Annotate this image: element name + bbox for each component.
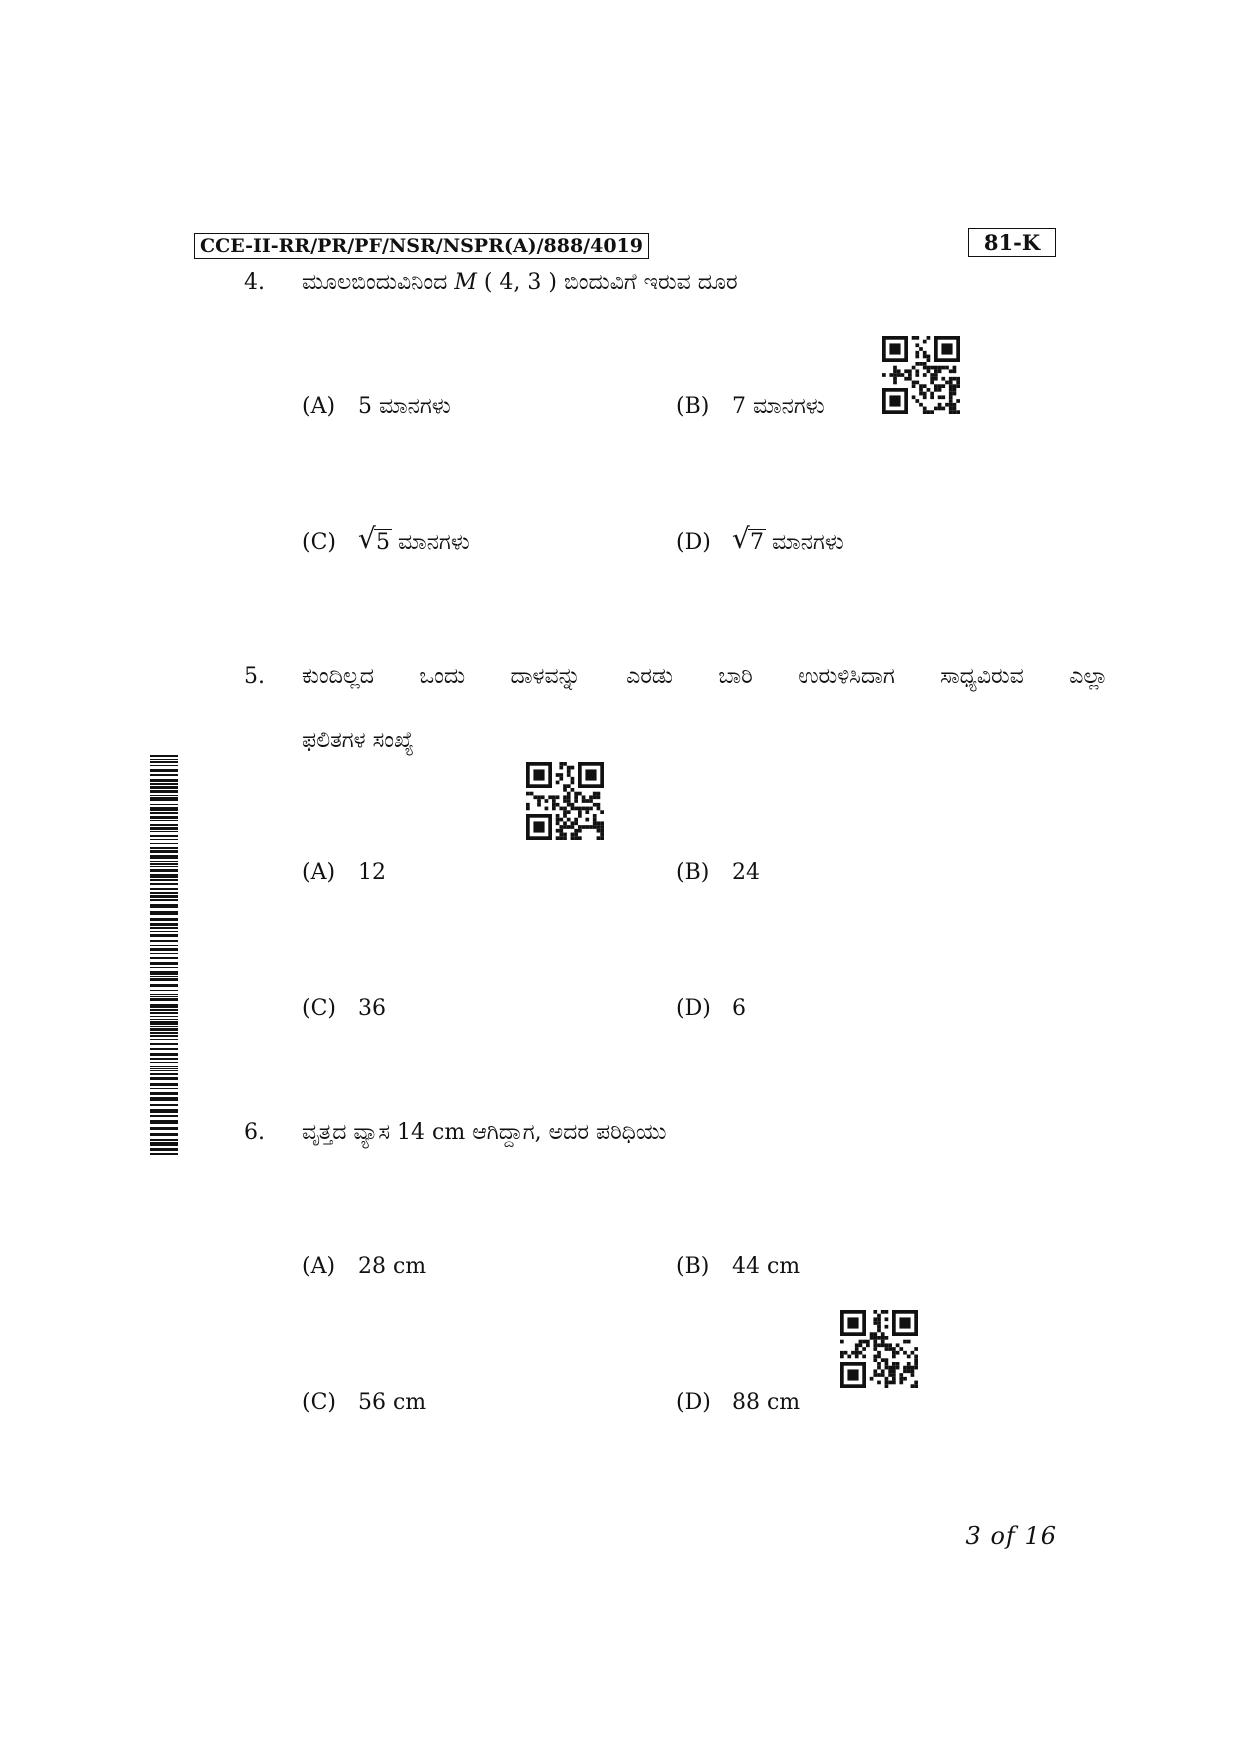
barcode-icon bbox=[150, 755, 178, 1155]
question-4-option-d bbox=[676, 522, 844, 558]
question-6-option-d bbox=[676, 1388, 800, 1418]
option-label: (A) bbox=[302, 394, 336, 419]
option-value: 24 bbox=[732, 860, 760, 885]
qr-code-icon bbox=[882, 336, 960, 414]
question-4-option-c bbox=[302, 522, 470, 558]
question-4-number: 4. bbox=[244, 270, 265, 295]
option-value: 88 cm bbox=[732, 1390, 801, 1415]
option-value: 56 cm bbox=[358, 1390, 427, 1415]
question-4-text-before: ಮೂಲಬಿಂದುವಿನಿಂದ bbox=[302, 270, 455, 295]
option-label: (B) bbox=[676, 860, 710, 885]
option-value: 28 cm bbox=[358, 1254, 427, 1279]
option-label: (B) bbox=[676, 394, 710, 419]
option-value: ಮಾನಗಳು bbox=[772, 530, 844, 555]
option-value: 5 ಮಾನಗಳು bbox=[358, 394, 451, 419]
word: ಒಂದು bbox=[419, 664, 466, 689]
option-value: 12 bbox=[358, 860, 386, 885]
option-value: 44 cm bbox=[732, 1254, 801, 1279]
radicand: 5 bbox=[376, 530, 390, 555]
question-5-option-c bbox=[302, 994, 386, 1024]
option-value: 7 ಮಾನಗಳು bbox=[732, 394, 825, 419]
square-root: √ 7 bbox=[732, 522, 764, 555]
option-label: (D) bbox=[676, 996, 711, 1021]
word: ಎಲ್ಲಾ bbox=[1069, 664, 1108, 689]
exam-code: CCE-II-RR/PR/PF/NSR/NSPR(A)/888/4019 bbox=[194, 233, 649, 259]
paper-code: 81-K bbox=[968, 228, 1056, 257]
option-label: (D) bbox=[676, 530, 711, 555]
option-label: (A) bbox=[302, 1254, 336, 1279]
word: ಕುಂದಿಲ್ಲದ bbox=[302, 664, 374, 689]
question-6-number: 6. bbox=[244, 1120, 265, 1145]
question-4-text bbox=[302, 268, 738, 298]
of-label: of bbox=[990, 1522, 1016, 1550]
question-4-text-after: ( 4, 3 ) ಬಿಂದುವಿಗೆ ಇರುವ ದೂರ bbox=[476, 270, 738, 295]
question-6-text: ವೃತ್ತದ ವ್ಯಾಸ 14 cm ಆಗಿದ್ದಾಗ, ಅದರ ಪರಿಧಿಯು bbox=[302, 1120, 667, 1145]
option-value: ಮಾನಗಳು bbox=[398, 530, 470, 555]
question-5-text-line2: ಫಲಿತಗಳ ಸಂಖ್ಯೆ bbox=[302, 728, 414, 753]
current-page: 3 bbox=[965, 1522, 982, 1550]
option-label: (C) bbox=[302, 530, 336, 555]
question-4-point-var: M bbox=[454, 270, 477, 295]
option-label: (D) bbox=[676, 1390, 711, 1415]
total-pages: 16 bbox=[1024, 1522, 1057, 1550]
word: ಉರುಳಿಸಿದಾಗ bbox=[798, 664, 895, 689]
question-6-option-b bbox=[676, 1252, 800, 1282]
option-value: 6 bbox=[732, 996, 746, 1021]
radicand: 7 bbox=[750, 530, 764, 555]
word: ದಾಳವನ್ನು bbox=[510, 664, 581, 689]
word: ಸಾಧ್ಯವಿರುವ bbox=[940, 664, 1024, 689]
question-4-option-a bbox=[302, 392, 451, 422]
word: ಎರಡು bbox=[626, 664, 673, 689]
question-6-option-a bbox=[302, 1252, 426, 1282]
question-5-option-b bbox=[676, 858, 760, 888]
question-6-option-c bbox=[302, 1388, 426, 1418]
qr-code-icon bbox=[840, 1310, 918, 1388]
question-5-number: 5. bbox=[244, 664, 265, 689]
question-4-option-b bbox=[676, 392, 825, 422]
question-5-option-d bbox=[676, 994, 746, 1024]
option-label: (C) bbox=[302, 1390, 336, 1415]
square-root: √ 5 bbox=[358, 522, 390, 555]
option-label: (C) bbox=[302, 996, 336, 1021]
word: ಬಾರಿ bbox=[718, 664, 753, 689]
option-label: (A) bbox=[302, 860, 336, 885]
option-label: (B) bbox=[676, 1254, 710, 1279]
option-value: 36 bbox=[358, 996, 386, 1021]
question-5-option-a bbox=[302, 858, 386, 888]
page-number bbox=[966, 1522, 1057, 1550]
question-5-text-line1 bbox=[302, 662, 1108, 692]
qr-code-icon bbox=[526, 762, 604, 840]
